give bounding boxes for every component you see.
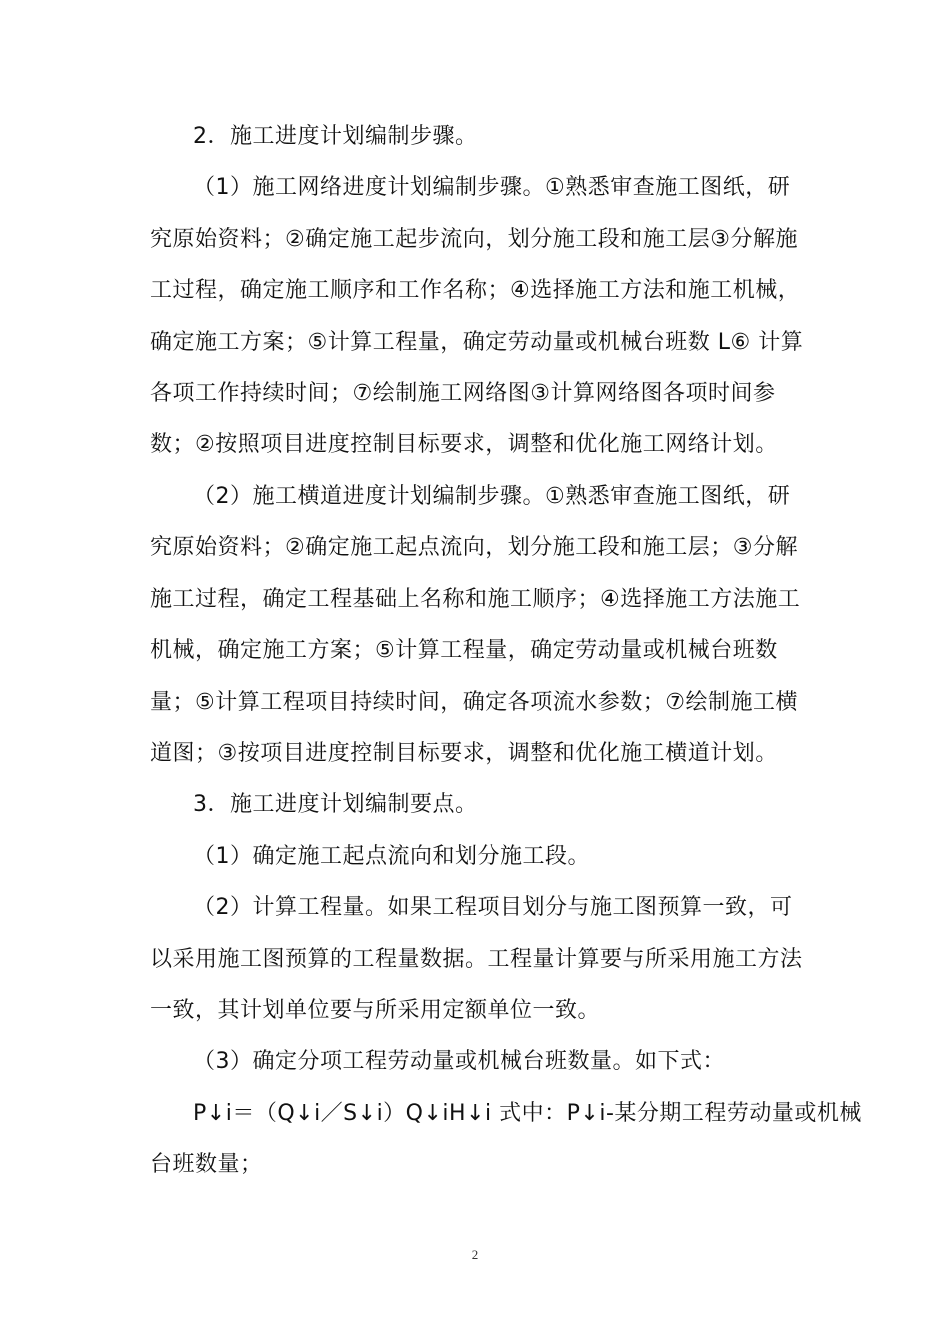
- paragraph-line: （3）确定分项工程劳动量或机械台班数量。如下式：: [193, 1049, 725, 1074]
- paragraph-line: 究原始资料；②确定施工起点流向，划分施工段和施工层；③分解: [150, 535, 798, 560]
- paragraph-line: 道图；③按项目进度控制目标要求，调整和优化施工横道计划。: [150, 741, 778, 766]
- paragraph-line: 各项工作持续时间；⑦绘制施工网络图③计算网络图各项时间参: [150, 381, 776, 406]
- paragraph-line: 施工过程，确定工程基础上名称和施工顺序；④选择施工方法施工: [150, 587, 801, 612]
- paragraph-line: 工过程，确定施工顺序和工作名称；④选择施工方法和施工机械，: [150, 278, 801, 303]
- paragraph-line: （2）计算工程量。如果工程项目划分与施工图预算一致，可: [193, 895, 793, 920]
- section-heading-2: 2．施工进度计划编制步骤。: [193, 124, 478, 149]
- paragraph-line: 一致，其计划单位要与所采用定额单位一致。: [150, 998, 601, 1023]
- paragraph-line: 以采用施工图预算的工程量数据。工程量计算要与所采用施工方法: [150, 947, 803, 972]
- paragraph-line: （1）施工网络进度计划编制步骤。①熟悉审查施工图纸，研: [193, 175, 791, 200]
- paragraph-line: 究原始资料；②确定施工起步流向，划分施工段和施工层③分解施: [150, 227, 798, 252]
- section-heading-3: 3．施工进度计划编制要点。: [193, 792, 478, 817]
- paragraph-line: 确定施工方案；⑤计算工程量，确定劳动量或机械台班数 L⑥ 计算: [150, 330, 804, 355]
- paragraph-line: （1）确定施工起点流向和划分施工段。: [193, 844, 590, 869]
- paragraph-line: 机械，确定施工方案；⑤计算工程量，确定劳动量或机械台班数: [150, 638, 778, 663]
- paragraph-line: 数；②按照项目进度控制目标要求，调整和优化施工网络计划。: [150, 432, 778, 457]
- paragraph-line: 台班数量；: [150, 1152, 263, 1177]
- page-number: 2: [471, 1247, 479, 1262]
- paragraph-line: 量；⑤计算工程项目持续时间，确定各项流水参数；⑦绘制施工横: [150, 690, 798, 715]
- formula-line: P↓i＝（Q↓i／S↓i）Q↓iH↓i 式中：P↓i-某分期工程劳动量或机械: [193, 1101, 862, 1126]
- paragraph-line: （2）施工横道进度计划编制步骤。①熟悉审查施工图纸，研: [193, 484, 791, 509]
